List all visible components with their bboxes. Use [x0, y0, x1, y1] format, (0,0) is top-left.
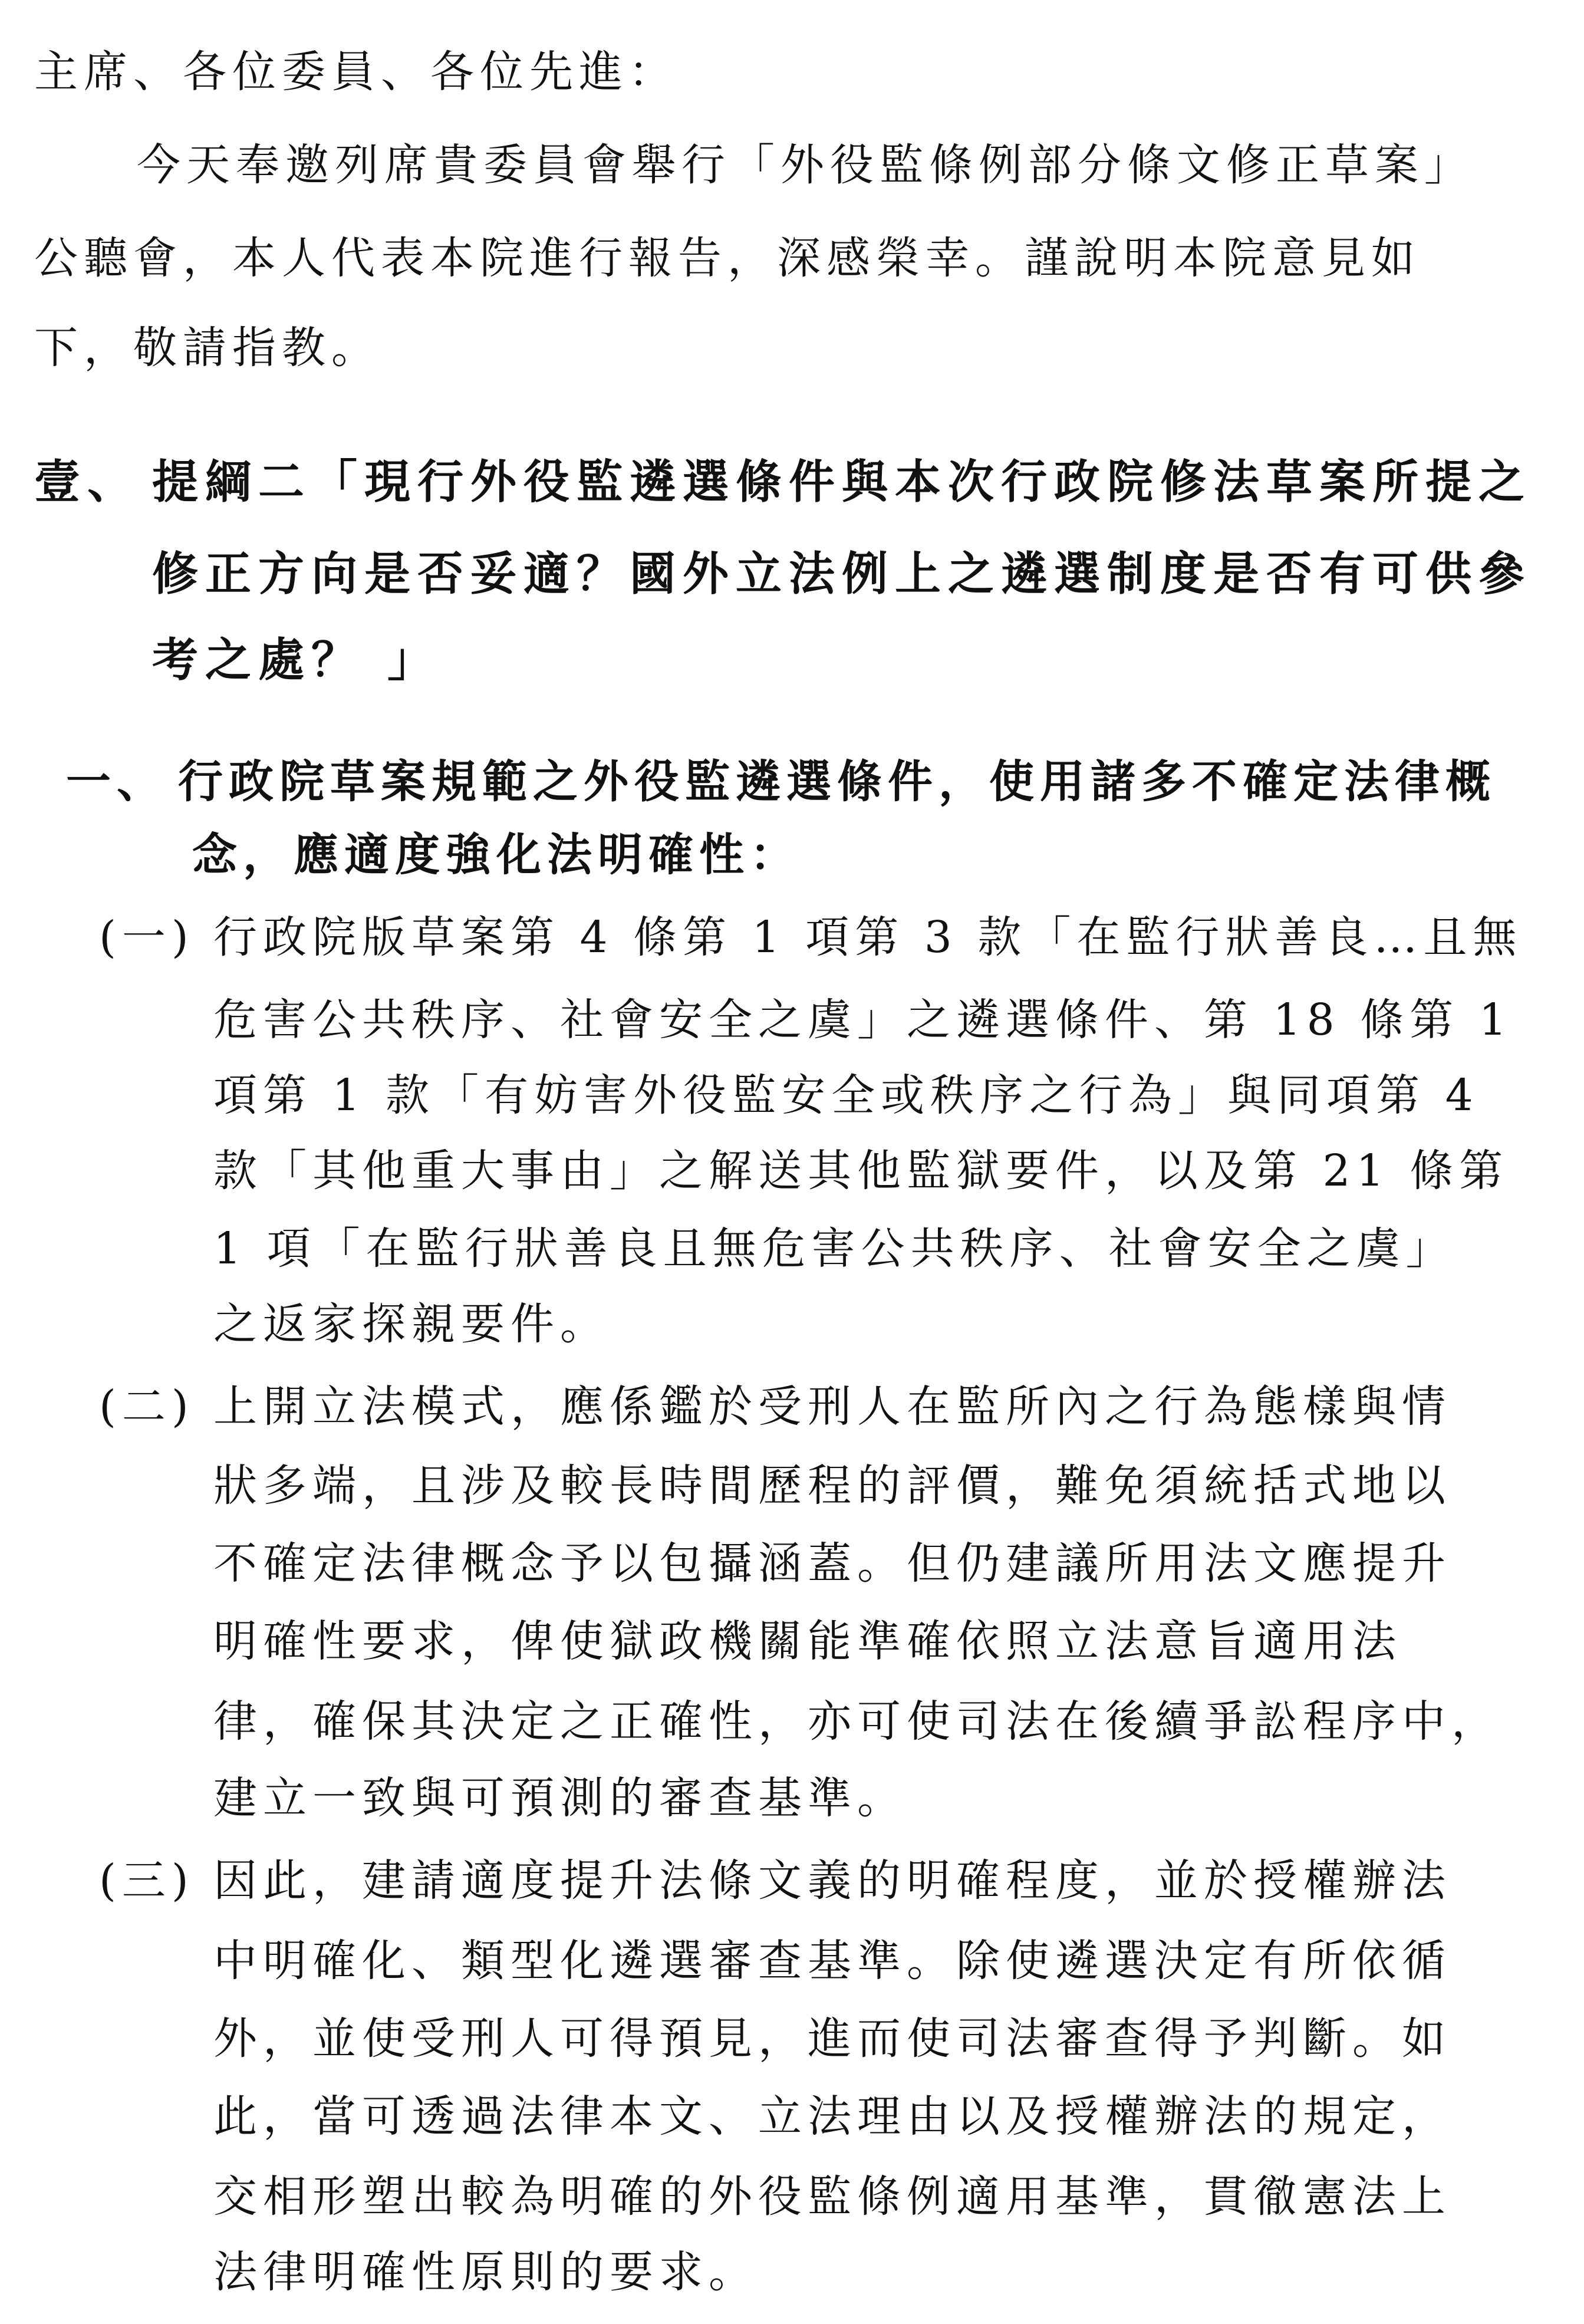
subsection-number: 一、 [66, 755, 167, 808]
item-2-line-4: 明確性要求，俾使獄政機關能準確依照立法意旨適用法 [213, 1616, 1402, 1667]
item-2-line-5: 律，確保其決定之正確性，亦可使司法在後續爭訟程序中， [213, 1696, 1501, 1747]
item-3-line-4: 此，當可透過法律本文、立法理由以及授權辦法的規定， [213, 2091, 1451, 2142]
item-2-line-1: 上開立法模式，應係鑑於受刑人在監所內之行為態樣與情 [213, 1381, 1451, 1432]
intro-line-2: 公聽會，本人代表本院進行報告，深感榮幸。謹說明本院意見如 [34, 233, 1421, 284]
item-1-line-1: 行政院版草案第 4 條第 1 項第 3 款「在監行狀善良…且無 [213, 912, 1523, 963]
item-3-line-3: 外，並使受刑人可得預見，進而使司法審查得予判斷。如 [213, 2013, 1451, 2064]
item-1-line-6: 之返家探親要件。 [213, 1299, 610, 1349]
item-2-line-3: 不確定法律概念予以包攝涵蓋。但仍建議所用法文應提升 [213, 1538, 1451, 1589]
subsection-heading-line-2: 念，應適度強化法明確性： [192, 828, 801, 881]
item-3-line-2: 中明確化、類型化遴選審查基準。除使遴選決定有所依循 [213, 1935, 1451, 1986]
intro-line-1: 今天奉邀列席貴委員會舉行「外役監條例部分條文修正草案」 [137, 140, 1474, 190]
item-1-line-2: 危害公共秩序、社會安全之虞」之遴選條件、第 18 條第 1 [213, 995, 1513, 1045]
item-1-line-5: 1 項「在監行狀善良且無危害公共秩序、社會安全之虞」 [213, 1223, 1455, 1274]
item-2-number: (二) [99, 1381, 195, 1432]
item-3-line-1: 因此，建請適度提升法條文義的明確程度，並於授權辦法 [213, 1855, 1451, 1906]
item-3-number: (三) [99, 1855, 195, 1906]
item-1-line-4: 款「其他重大事由」之解送其他監獄要件，以及第 21 條第 [213, 1145, 1509, 1196]
greeting-line: 主席、各位委員、各位先進： [34, 47, 678, 97]
section-heading-line-1: 提綱二「現行外役監遴選條件與本次行政院修法草案所提之 [152, 455, 1532, 509]
item-1-line-3: 項第 1 款「有妨害外役監安全或秩序之行為」與同項第 4 [213, 1070, 1479, 1121]
section-heading-line-3: 考之處？ 」 [152, 633, 441, 687]
section-heading-line-2: 修正方向是否妥適？國外立法例上之遴選制度是否有可供參 [152, 547, 1532, 601]
item-3-line-5: 交相形塑出較為明確的外役監條例適用基準，貫徹憲法上 [213, 2171, 1451, 2222]
item-2-line-6: 建立一致與可預測的審查基準。 [213, 1773, 907, 1823]
subsection-heading-line-1: 行政院草案規範之外役監遴選條件，使用諸多不確定法律概 [178, 755, 1496, 808]
section-number: 壹、 [34, 455, 141, 509]
item-2-line-2: 狀多端，且涉及較長時間歷程的評價，難免須統括式地以 [213, 1460, 1451, 1511]
intro-line-3: 下，敬請指教。 [34, 322, 381, 373]
item-3-line-6: 法律明確性原則的要求。 [213, 2247, 758, 2297]
item-1-number: (一) [99, 912, 195, 963]
